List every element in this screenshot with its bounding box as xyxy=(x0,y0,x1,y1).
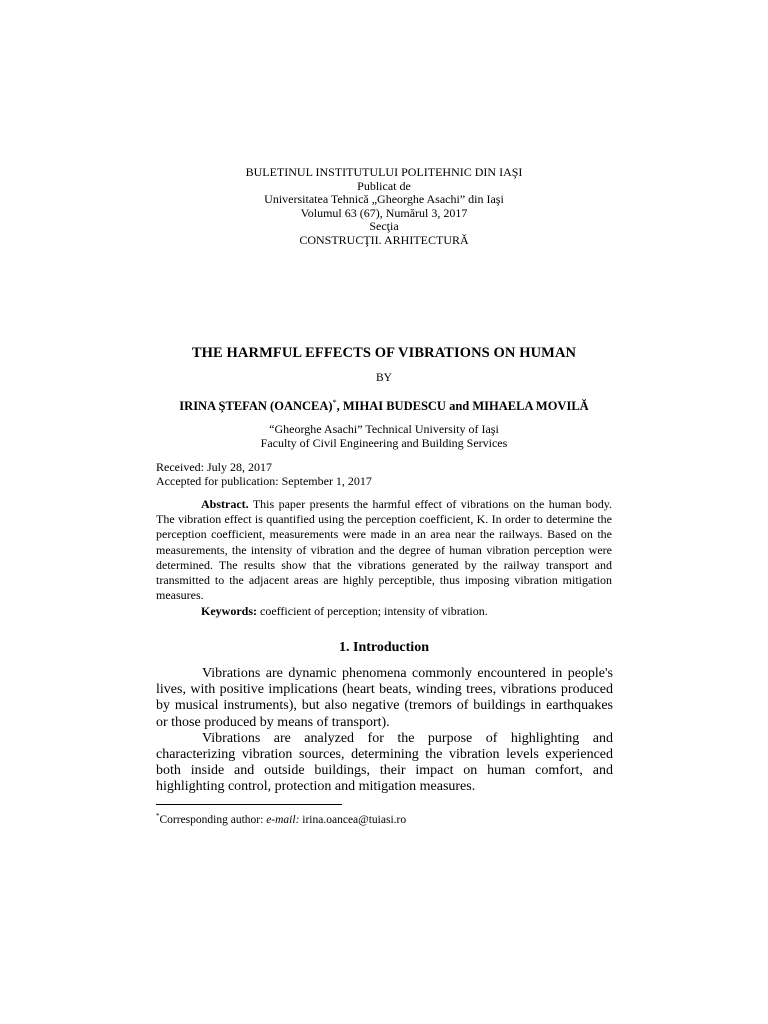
abstract-text: This paper presents the harmful effect of vibrations on the human body. The vibration effect is quantified using the perception coefficient, K. In order to determine the perception coefficient, measurements were made in an area near the railways. Based on the measurements, the intensity of vibration and the degree of human vibration perception were determined. The results show that the vibrations generated by the railway transport and transmitted to the adjacent areas are highly perceptible, thus imposing vibration mitigation measures. xyxy=(156,497,612,603)
footnote xyxy=(156,810,616,827)
affiliation-university: “Gheorghe Asachi” Technical University of Iaşi xyxy=(269,422,499,436)
submission-dates xyxy=(156,461,616,488)
footnote-email: irina.oancea@tuiasi.ro xyxy=(299,813,407,826)
author-list xyxy=(0,398,768,414)
publisher-line: Publicat de xyxy=(357,178,411,193)
journal-name: BULETINUL INSTITUTULUI POLITEHNIC DIN IAŞI xyxy=(245,165,523,179)
journal-masthead xyxy=(0,166,768,247)
other-authors: , MIHAI BUDESCU and MIHAELA MOVILĂ xyxy=(336,399,589,414)
keywords-label: Keywords: xyxy=(201,604,257,618)
footnote-prefix: Corresponding author: xyxy=(159,813,267,826)
footnote-email-label: e-mail: xyxy=(266,813,300,826)
section-heading-introduction: 1. Introduction xyxy=(339,640,429,655)
section-name: CONSTRUCŢII. ARHITECTURĂ xyxy=(299,232,469,247)
keywords xyxy=(201,604,621,619)
accepted-date: Accepted for publication: September 1, 2017 xyxy=(156,473,372,488)
footnote-mark: * xyxy=(156,812,160,820)
affiliation-faculty: Faculty of Civil Engineering and Building Services xyxy=(260,435,508,450)
keywords-text: coefficient of perception; intensity of vibration. xyxy=(257,604,488,618)
introduction-body xyxy=(156,666,613,796)
paper-title: THE HARMFUL EFFECTS OF VIBRATIONS ON HUMAN xyxy=(191,345,577,361)
author-1: IRINA ŞTEFAN (OANCEA) xyxy=(179,399,333,414)
affiliation xyxy=(0,423,768,450)
abstract-label: Abstract. xyxy=(201,497,249,511)
intro-paragraph-1: Vibrations are dynamic phenomena commonly encountered in people's lives, with positive implications (heart beats, winding trees, vibrations produced by musical instruments), but also negative (tremors of buildings in earthquakes or those produced by means of transport). xyxy=(156,666,613,730)
abstract xyxy=(156,497,612,603)
by-line: BY xyxy=(376,372,392,384)
received-date: Received: July 28, 2017 xyxy=(156,460,272,474)
volume-info: Volumul 63 (67), Numărul 3, 2017 xyxy=(300,205,468,220)
university-name: Universitatea Tehnică „Gheorghe Asachi” din Iaşi xyxy=(264,192,504,206)
intro-paragraph-2: Vibrations are analyzed for the purpose of highlighting and characterizing vibration sources, determining the vibration levels experienced both inside and outside buildings, their impact on human comfort, and highlighting control, protection and mitigation measures. xyxy=(156,730,613,795)
corresponding-author-mark: * xyxy=(332,398,337,407)
footnote-divider xyxy=(156,804,342,805)
section-label: Secţia xyxy=(369,219,399,233)
